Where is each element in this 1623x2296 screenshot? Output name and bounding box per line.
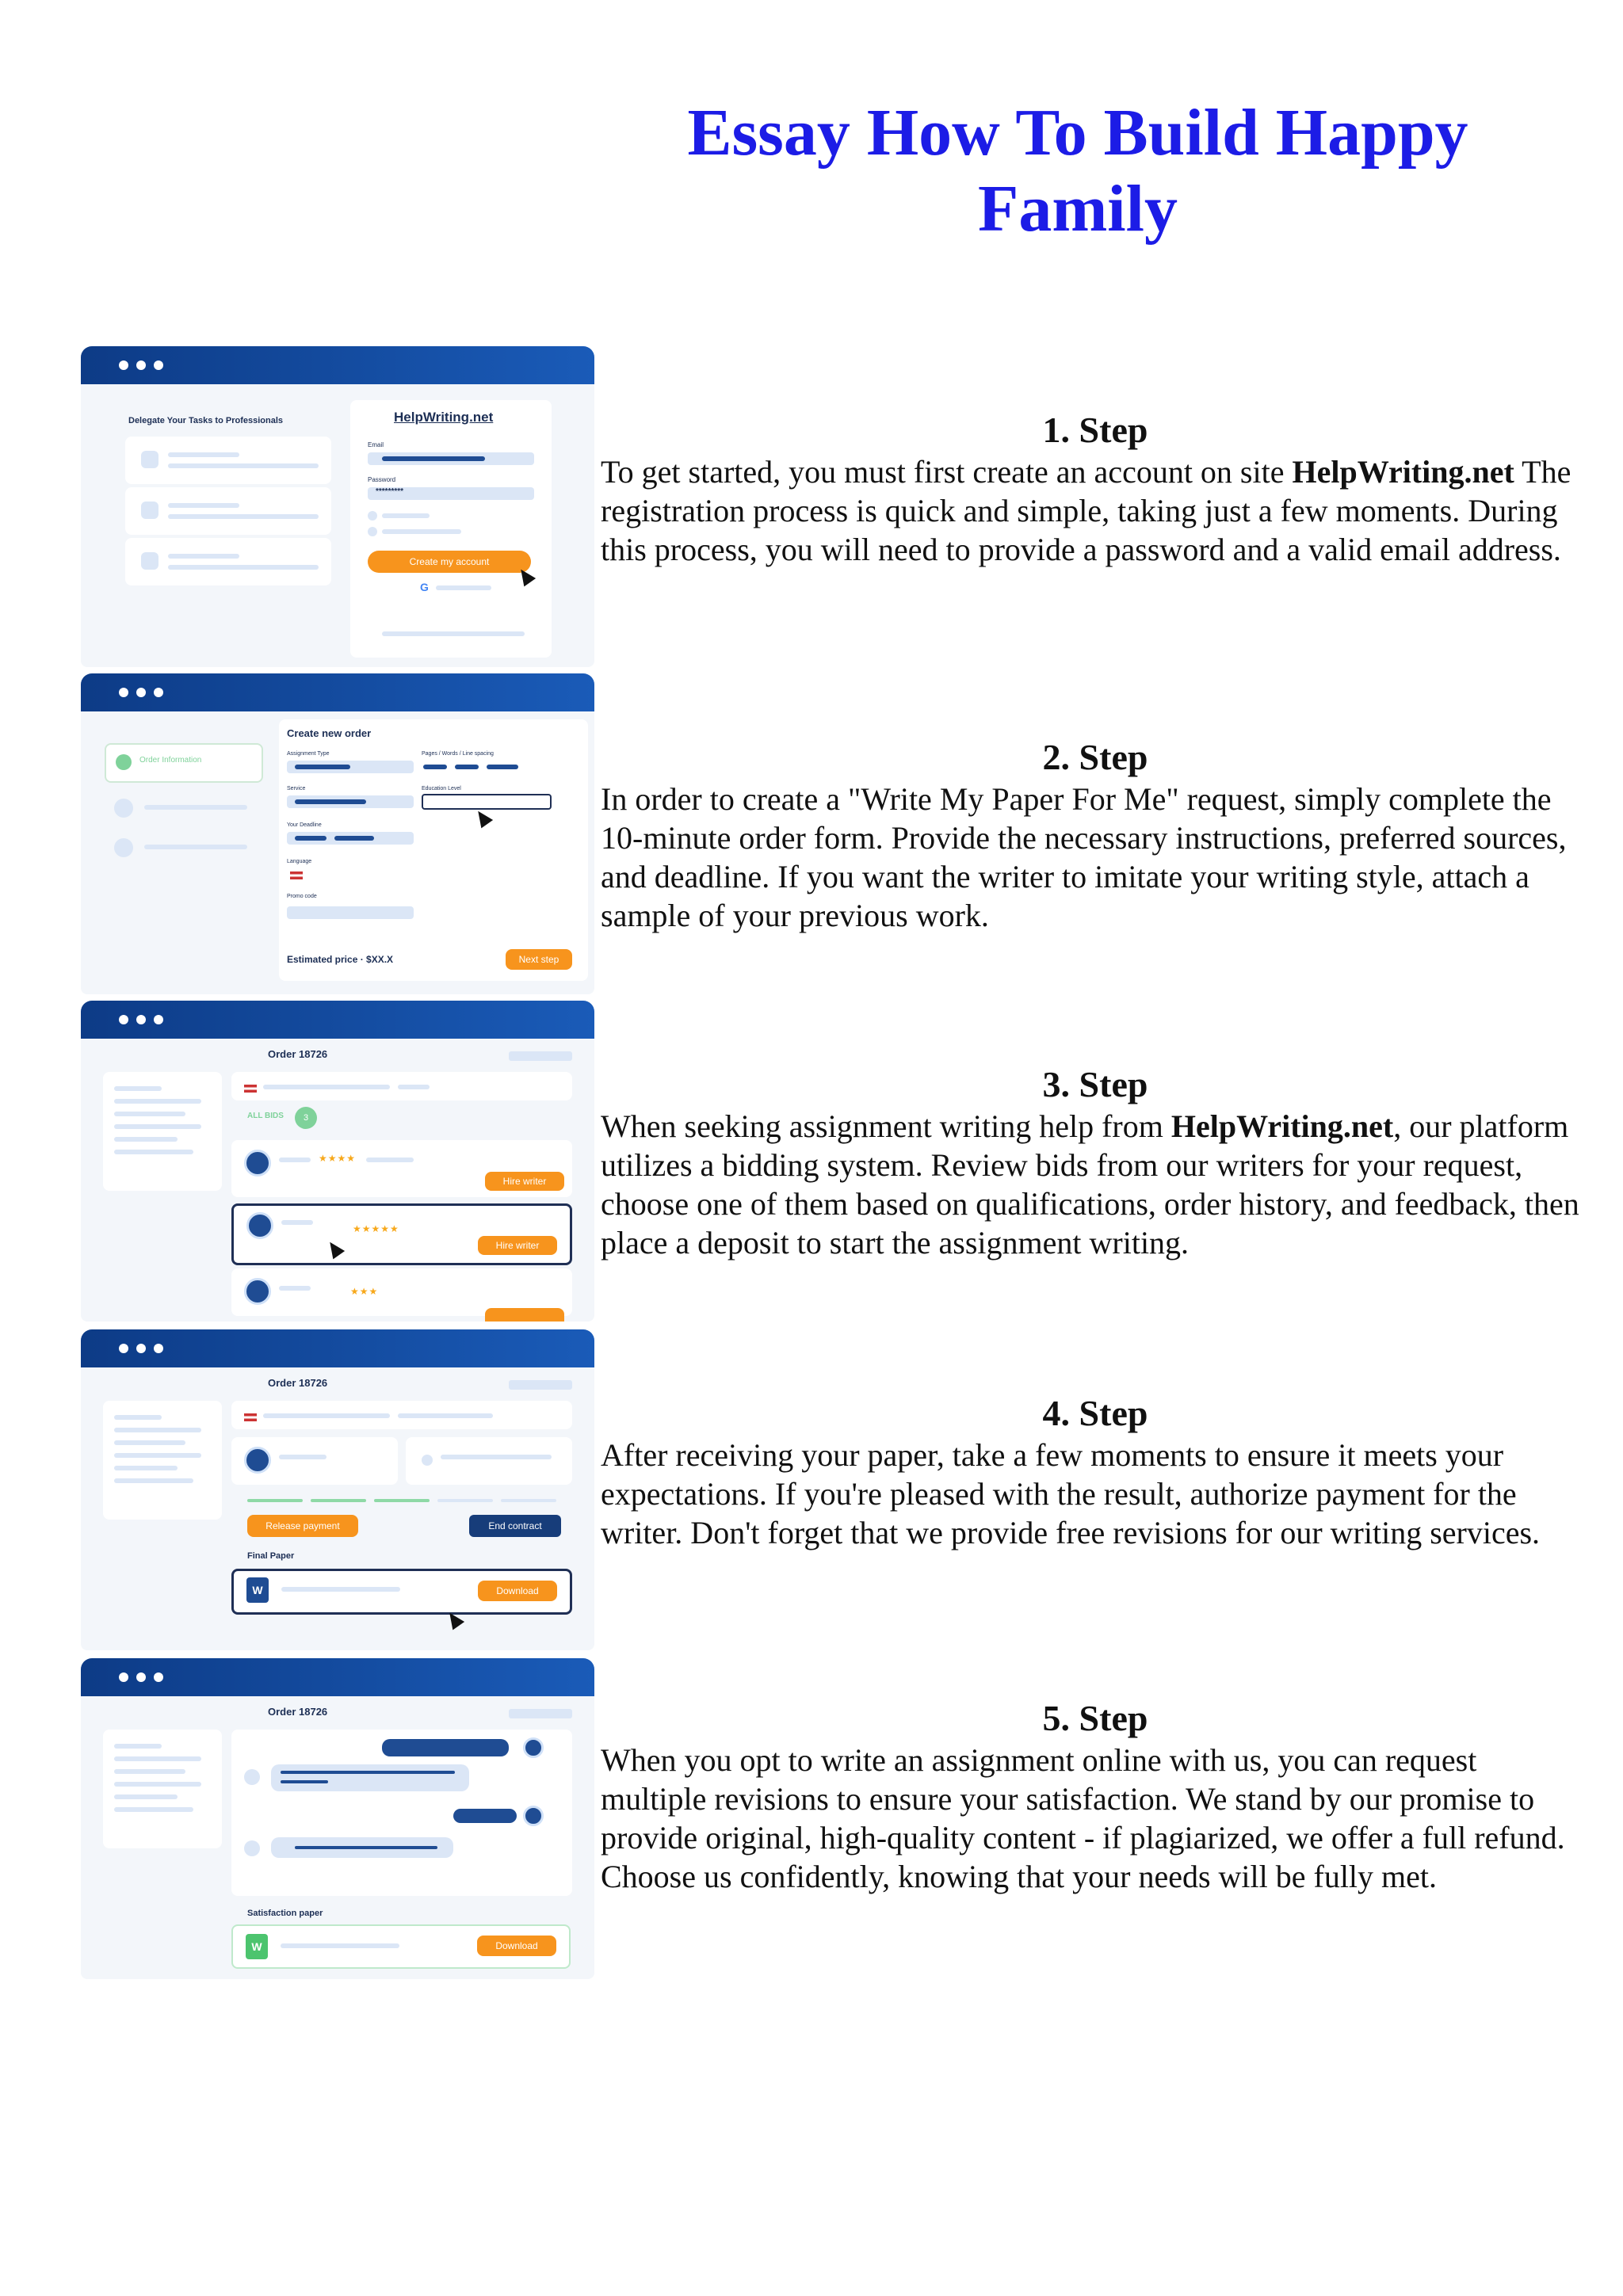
field-label: Education Level <box>422 786 461 791</box>
brand-logo: HelpWriting.net <box>394 410 494 425</box>
window-dot-icon <box>119 1344 128 1353</box>
window-dot-icon <box>154 360 163 370</box>
panel-left-title: Delegate Your Tasks to Professionals <box>128 416 284 425</box>
create-account-button[interactable]: Create my account <box>368 551 531 573</box>
cursor-icon <box>324 1238 345 1260</box>
email-label: Email <box>368 441 384 448</box>
window-dot-icon <box>119 1672 128 1682</box>
form-title: Create new order <box>287 727 372 739</box>
task-card <box>125 487 331 535</box>
download-button[interactable]: Download <box>477 1936 556 1956</box>
window-dot-icon <box>136 1015 146 1024</box>
sidebar-step-active[interactable] <box>105 743 263 783</box>
order-sidebar <box>103 1072 222 1191</box>
order-title: Order 18726 <box>268 1706 328 1718</box>
window-titlebar <box>81 1329 594 1367</box>
window-dot-icon <box>154 1344 163 1353</box>
writer-avatar <box>244 1150 271 1177</box>
step-heading: 1. Step <box>1042 410 1148 450</box>
step-heading: 2. Step <box>1042 737 1148 777</box>
order-info <box>231 1072 572 1100</box>
chat-bubble-writer <box>271 1764 469 1791</box>
task-card <box>125 538 331 585</box>
order-title: Order 18726 <box>268 1048 328 1060</box>
window-dot-icon <box>154 1015 163 1024</box>
chat-bubble-user <box>453 1809 517 1823</box>
satisfaction-file[interactable] <box>231 1924 571 1969</box>
field-label: Your Deadline <box>287 822 322 828</box>
site-link[interactable]: HelpWriting.net <box>1292 454 1514 490</box>
writer-avatar <box>246 1212 273 1239</box>
step-1-illustration <box>81 346 594 667</box>
window-dot-icon <box>136 1344 146 1353</box>
bid-card-selected[interactable] <box>231 1203 572 1265</box>
step-2-illustration <box>81 673 594 994</box>
step-3 <box>81 1001 1587 1322</box>
sidebar-item-label: Order Information <box>139 756 202 765</box>
writer-avatar <box>244 1447 271 1474</box>
step-heading: 5. Step <box>1042 1698 1148 1738</box>
user-avatar <box>523 1806 544 1826</box>
step-heading: 3. Step <box>1042 1064 1148 1104</box>
order-title: Order 18726 <box>268 1377 328 1389</box>
page-title: Essay How To Build Happy Family <box>687 96 1468 246</box>
step-description: When seeking assignment writing help from HelpWriting.net, our platform utilizes a bidding system. Review bids from our writers for your request, choose one of them based on qualifications, order history, and feedback, then place a deposit to start the assignment writing. <box>601 1108 1579 1261</box>
rating-stars: ★★★★★ <box>353 1223 399 1234</box>
order-details-card <box>406 1437 572 1485</box>
step-2 <box>81 673 1587 994</box>
step-description: To get started, you must first create an account on site HelpWriting.net The registration process is quick and simple, taking just a few moments. During this process, you will need to provide a password and a valid email address. <box>601 454 1571 567</box>
field-label: Assignment Type <box>287 751 330 757</box>
final-paper-label: Final Paper <box>247 1551 295 1561</box>
promo-code-field[interactable] <box>287 906 414 919</box>
order-form <box>279 719 588 981</box>
step-description: When you opt to write an assignment online with us, you can request multiple revisions to ensure your satisfaction. We stand by our promise to provide original, high-quality content - if plagiarized, we offer a full refund. Choose us confidently, knowing that your needs will be fully met. <box>601 1742 1565 1894</box>
window-titlebar <box>81 1001 594 1039</box>
word-file-icon: W <box>246 1577 269 1603</box>
cursor-icon <box>472 807 493 829</box>
education-level-select[interactable] <box>422 794 552 810</box>
window-dot-icon <box>154 1672 163 1682</box>
window-dot-icon <box>119 1015 128 1024</box>
step-5-illustration <box>81 1658 594 1979</box>
step-5 <box>81 1658 1587 1979</box>
order-info <box>231 1401 572 1429</box>
field-label: Service <box>287 786 306 791</box>
hire-writer-button[interactable]: Hire writer <box>478 1236 557 1255</box>
next-step-button[interactable]: Next step <box>506 949 572 970</box>
bid-card <box>231 1268 572 1316</box>
release-payment-button[interactable]: Release payment <box>247 1515 358 1537</box>
window-dot-icon <box>119 688 128 697</box>
step-description: After receiving your paper, take a few moments to ensure it meets your expectations. If you're pleased with the result, authorize payment for the writer. Don't forget that we provide free revisions for our writing services. <box>601 1437 1541 1550</box>
step-3-illustration <box>81 1001 594 1322</box>
us-flag-icon <box>244 1413 257 1421</box>
order-sidebar <box>103 1401 222 1520</box>
window-dot-icon <box>136 1672 146 1682</box>
us-flag-icon <box>244 1085 257 1093</box>
window-dot-icon <box>154 688 163 697</box>
window-dot-icon <box>136 360 146 370</box>
download-button[interactable]: Download <box>478 1581 557 1601</box>
hire-writer-button[interactable] <box>485 1308 564 1322</box>
writer-card <box>231 1437 398 1485</box>
window-titlebar <box>81 346 594 384</box>
estimated-price: Estimated price · $XX.X <box>287 954 394 965</box>
user-avatar <box>523 1737 544 1758</box>
google-icon[interactable]: G <box>420 581 429 593</box>
field-label: Promo code <box>287 894 317 899</box>
end-contract-button[interactable]: End contract <box>469 1515 561 1537</box>
rating-stars: ★★★★ <box>319 1153 357 1164</box>
final-paper-file[interactable] <box>231 1569 572 1615</box>
signup-card <box>350 400 552 658</box>
step-description: In order to create a "Write My Paper For Me" request, simply complete the 10-minute order form. Provide the necessary instructions, preferred sources, and deadline. If you want the writer to imitate your writing style, attach a sample of your previous work. <box>601 781 1567 933</box>
bids-count-badge: 3 <box>295 1107 317 1129</box>
bid-card <box>231 1140 572 1197</box>
window-titlebar <box>81 1658 594 1696</box>
chat-bubble-writer <box>271 1837 453 1858</box>
field-label: Pages / Words / Line spacing <box>422 751 494 757</box>
bids-label: ALL BIDS <box>247 1112 284 1120</box>
hire-writer-button[interactable]: Hire writer <box>485 1172 564 1191</box>
us-flag-icon <box>290 871 303 879</box>
satisfaction-label: Satisfaction paper <box>247 1909 323 1918</box>
step-heading: 4. Step <box>1042 1393 1148 1433</box>
order-sidebar <box>103 1730 222 1848</box>
step-4 <box>81 1329 1587 1650</box>
writer-avatar <box>244 1278 271 1305</box>
field-label: Language <box>287 859 312 864</box>
rating-stars: ★★★ <box>350 1286 379 1297</box>
word-file-icon: W <box>246 1934 268 1959</box>
chat-thread <box>231 1730 572 1896</box>
site-link[interactable]: HelpWriting.net <box>1170 1108 1394 1144</box>
step-4-illustration <box>81 1329 594 1650</box>
password-label: Password <box>368 476 396 483</box>
window-titlebar <box>81 673 594 711</box>
window-dot-icon <box>136 688 146 697</box>
window-dot-icon <box>119 360 128 370</box>
task-card <box>125 437 331 484</box>
step-1 <box>81 346 1587 667</box>
chat-bubble-user <box>382 1739 509 1756</box>
password-value: ********* <box>376 487 404 496</box>
